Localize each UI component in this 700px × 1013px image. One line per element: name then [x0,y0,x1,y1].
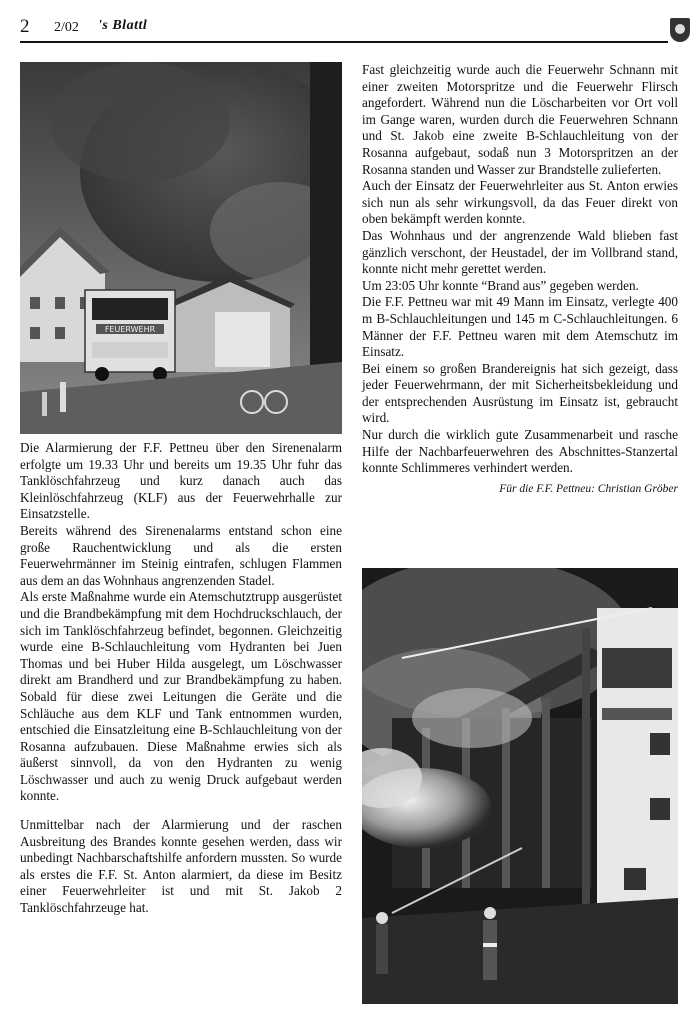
right-paragraph-1: Fast gleichzeitig wurde auch die Feuerwehr Schnann mit einer zweiten Motorspritze und die Feuerwehr Flirsch angefordert. Während nun die Löscharbeiten vor Ort voll im Gange waren, wurden durch die Feuerwehren Schnann und St. Jakob eine zweite B-Schlauchleitung von der Rosanna aufgebaut, sodaß nun 3 Motorspritzen an der Rosanna standen und Wasser zur Brandstelle zulieferten. [362,62,678,177]
left-paragraph-3: Als erste Maßnahme wurde ein Atemschutztrupp ausgerüstet und die Brandbekämpfung mit dem Hochdruckschlauch, der sich im Tanklöschfahrzeug befindet, begonnen. Gleichzeitig wurde eine B-Schlauchleitung vom Hydranten bei Juen Thomas und bei Huber Hilda ausgelegt, um Löschwasser direkt am Brandherd und zur Brandbekämpfung zu haben. Sobald für diese zwei Leitungen die Geräte und die Schläuche aus dem KLF und Tank entnommen wurden, entschied die Einsatzleitung eine B-Schlauchleitung von der Rosanna aufzubauen. Diese Maßnahme erwies sich als äußerst sinnvoll, da von den Hydranten zu wenig Löschwasser und auch zu wenig Druck aufgebaut werden konnte. [20,589,342,804]
left-paragraph-4: Unmittelbar nach der Alarmierung und der raschen Ausbreitung des Brandes konnte gesehen werden, dass wir unbedingt Nachbarschaftshilfe anfordern mussten. So wurde als erstes die F.F. St. Anton alarmiert, da diese im Besitz einer Feuerwehrleiter ist und mit St. Jakob 2 Tanklöschfahrzeuge hat. [20,817,342,916]
page-header [20,14,692,44]
header-rule [20,41,668,43]
crest-icon [670,18,690,42]
right-paragraph-5: Die F.F. Pettneu war mit 49 Mann im Einsatz, verlegte 400 m B-Schlauchleitungen und 145 m C-Schlauchleitungen. 6 Männer der F.F. Pettneu waren mit dem Atemschutz im Einsatz. [362,294,678,360]
right-paragraph-4: Um 23:05 Uhr konnte “Brand aus” gegeben werden. [362,277,639,293]
page-number: 2 [20,16,30,37]
fire-truck-photo-illustration [20,62,342,434]
issue-number: 2/02 [54,20,79,35]
left-column [20,62,342,917]
right-paragraph-6: Bei einem so großen Brandereignis hat sich gezeigt, dass jeder Feuerwehrmann, der mit Sicherheitsbekleidung und der entsprechenden Ausrüstung im Einsatz ist, gebraucht wird. [362,360,678,426]
right-paragraph-2: Auch der Einsatz der Feuerwehrleiter aus St. Anton erwies sich nun als sehr wirkungsvoll, da das Feuer direkt von oben bekämpft werden konnte. [362,178,678,227]
magazine-title: 's Blattl [98,18,148,33]
barn-fire-photo-illustration [362,568,678,1004]
author-signature: Für die F.F. Pettneu: Christian Gröber [499,482,678,495]
fire-truck-photo [20,62,342,434]
left-paragraph-2: Bereits während des Sirenenalarms entstand schon eine große Rauchentwicklung und als die ersten Feuerwehrmänner im Steinig eintrafen, schlugen Flammen aus dem an das Wohnhaus angrenzenden Stadel. [20,522,342,588]
right-paragraph-7: Nur durch die wirklich gute Zusammenarbeit und rasche Hilfe der Nachbarfeuerwehren des Abschnittes-Stanzertal konnte Schlimmeres verhindert werden. [362,427,678,476]
right-column [362,62,678,495]
right-paragraph-3: Das Wohnhaus und der angrenzende Wald blieben fast gänzlich verschont, der Heustadel, der im Vollbrand stand, konnte nicht mehr gerettet werden. [362,227,678,277]
truck-label: FEUERWEHR [104,325,156,334]
left-paragraph-1: Die Alarmierung der F.F. Pettneu über den Sirenenalarm erfolgte um 19.33 Uhr und bereits um 19.35 Uhr fuhr das Tanklöschfahrzeug und kurz danach auch das Kleinlöschfahrzeug (KLF) aus der Feuerwehrhalle zur Einsatzstelle. [20,440,342,522]
barn-fire-photo [362,568,678,1004]
